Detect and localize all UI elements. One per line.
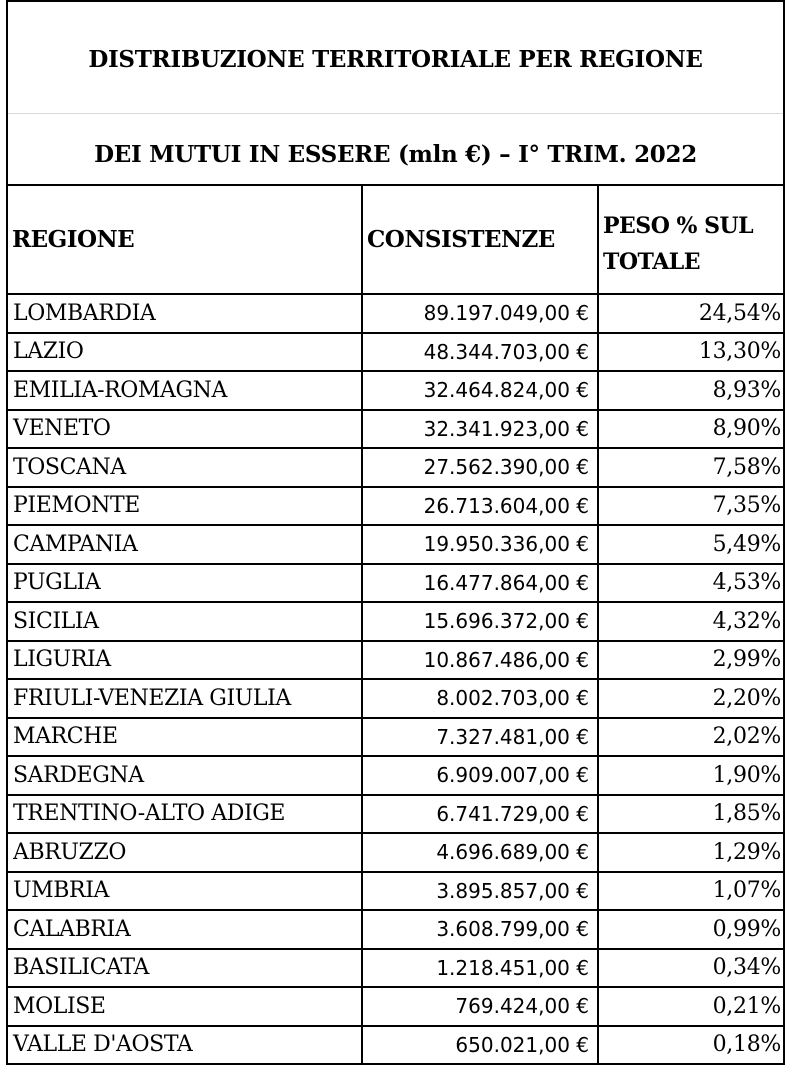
share-cell: 4,32%: [598, 602, 783, 641]
region-cell: ABRUZZO: [8, 833, 362, 872]
share-cell: 1,29%: [598, 833, 783, 872]
value-cell: 3.608.799,00 €: [362, 910, 598, 949]
region-cell: SARDEGNA: [8, 756, 362, 795]
table-row: [8, 448, 783, 487]
value-cell: 4.696.689,00 €: [362, 833, 598, 872]
header-row: [8, 186, 783, 294]
share-cell: 4,53%: [598, 564, 783, 603]
table-row: [8, 949, 783, 988]
table-row: [8, 1026, 783, 1065]
table-row: [8, 833, 783, 872]
region-cell: TOSCANA: [8, 448, 362, 487]
value-cell: 32.341.923,00 €: [362, 410, 598, 449]
table-title-line-1: DISTRIBUZIONE TERRITORIALE PER REGIONE: [8, 2, 783, 114]
table-row: [8, 987, 783, 1026]
share-cell: 13,30%: [598, 333, 783, 372]
value-cell: 7.327.481,00 €: [362, 718, 598, 757]
value-cell: 650.021,00 €: [362, 1026, 598, 1065]
share-cell: 1,85%: [598, 795, 783, 834]
share-cell: 1,07%: [598, 872, 783, 911]
table-row: [8, 679, 783, 718]
value-cell: 10.867.486,00 €: [362, 641, 598, 680]
value-cell: 1.218.451,00 €: [362, 949, 598, 988]
value-cell: 27.562.390,00 €: [362, 448, 598, 487]
header-share-line-1: PESO % SUL: [603, 212, 754, 239]
region-cell: LIGURIA: [8, 641, 362, 680]
value-cell: 26.713.604,00 €: [362, 487, 598, 526]
value-cell: 19.950.336,00 €: [362, 525, 598, 564]
region-cell: CALABRIA: [8, 910, 362, 949]
data-table: [8, 186, 783, 1065]
table-row: [8, 371, 783, 410]
region-cell: SICILIA: [8, 602, 362, 641]
table-title-line-2: DEI MUTUI IN ESSERE (mln €) – I° TRIM. 2022: [8, 114, 783, 186]
table-row: [8, 525, 783, 564]
share-cell: 0,21%: [598, 987, 783, 1026]
value-cell: 8.002.703,00 €: [362, 679, 598, 718]
region-cell: LAZIO: [8, 333, 362, 372]
table-row: [8, 718, 783, 757]
share-cell: 5,49%: [598, 525, 783, 564]
share-cell: 8,90%: [598, 410, 783, 449]
region-cell: CAMPANIA: [8, 525, 362, 564]
region-cell: VALLE D'AOSTA: [8, 1026, 362, 1065]
region-cell: LOMBARDIA: [8, 294, 362, 333]
value-cell: 769.424,00 €: [362, 987, 598, 1026]
header-region: REGIONE: [8, 186, 362, 294]
share-cell: 0,34%: [598, 949, 783, 988]
region-cell: UMBRIA: [8, 872, 362, 911]
region-cell: FRIULI-VENEZIA GIULIA: [8, 679, 362, 718]
header-share: [598, 186, 783, 294]
share-cell: 7,35%: [598, 487, 783, 526]
table-row: [8, 410, 783, 449]
share-cell: 2,20%: [598, 679, 783, 718]
table-body: [8, 294, 783, 1064]
mortgage-distribution-table: [6, 0, 785, 1065]
table-row: [8, 333, 783, 372]
value-cell: 48.344.703,00 €: [362, 333, 598, 372]
share-cell: 2,02%: [598, 718, 783, 757]
table-row: [8, 294, 783, 333]
table-row: [8, 756, 783, 795]
share-cell: 7,58%: [598, 448, 783, 487]
header-value: CONSISTENZE: [362, 186, 598, 294]
region-cell: MOLISE: [8, 987, 362, 1026]
table-row: [8, 872, 783, 911]
region-cell: PIEMONTE: [8, 487, 362, 526]
value-cell: 89.197.049,00 €: [362, 294, 598, 333]
value-cell: 3.895.857,00 €: [362, 872, 598, 911]
table-row: [8, 641, 783, 680]
region-cell: PUGLIA: [8, 564, 362, 603]
share-cell: 24,54%: [598, 294, 783, 333]
value-cell: 6.909.007,00 €: [362, 756, 598, 795]
value-cell: 6.741.729,00 €: [362, 795, 598, 834]
region-cell: EMILIA-ROMAGNA: [8, 371, 362, 410]
value-cell: 16.477.864,00 €: [362, 564, 598, 603]
share-cell: 8,93%: [598, 371, 783, 410]
region-cell: MARCHE: [8, 718, 362, 757]
table-row: [8, 487, 783, 526]
region-cell: TRENTINO-ALTO ADIGE: [8, 795, 362, 834]
table-row: [8, 910, 783, 949]
table-row: [8, 795, 783, 834]
table-row: [8, 564, 783, 603]
value-cell: 32.464.824,00 €: [362, 371, 598, 410]
region-cell: BASILICATA: [8, 949, 362, 988]
share-cell: 1,90%: [598, 756, 783, 795]
header-share-line-2: TOTALE: [603, 248, 701, 275]
table-row: [8, 602, 783, 641]
region-cell: VENETO: [8, 410, 362, 449]
share-cell: 0,18%: [598, 1026, 783, 1065]
value-cell: 15.696.372,00 €: [362, 602, 598, 641]
share-cell: 2,99%: [598, 641, 783, 680]
share-cell: 0,99%: [598, 910, 783, 949]
